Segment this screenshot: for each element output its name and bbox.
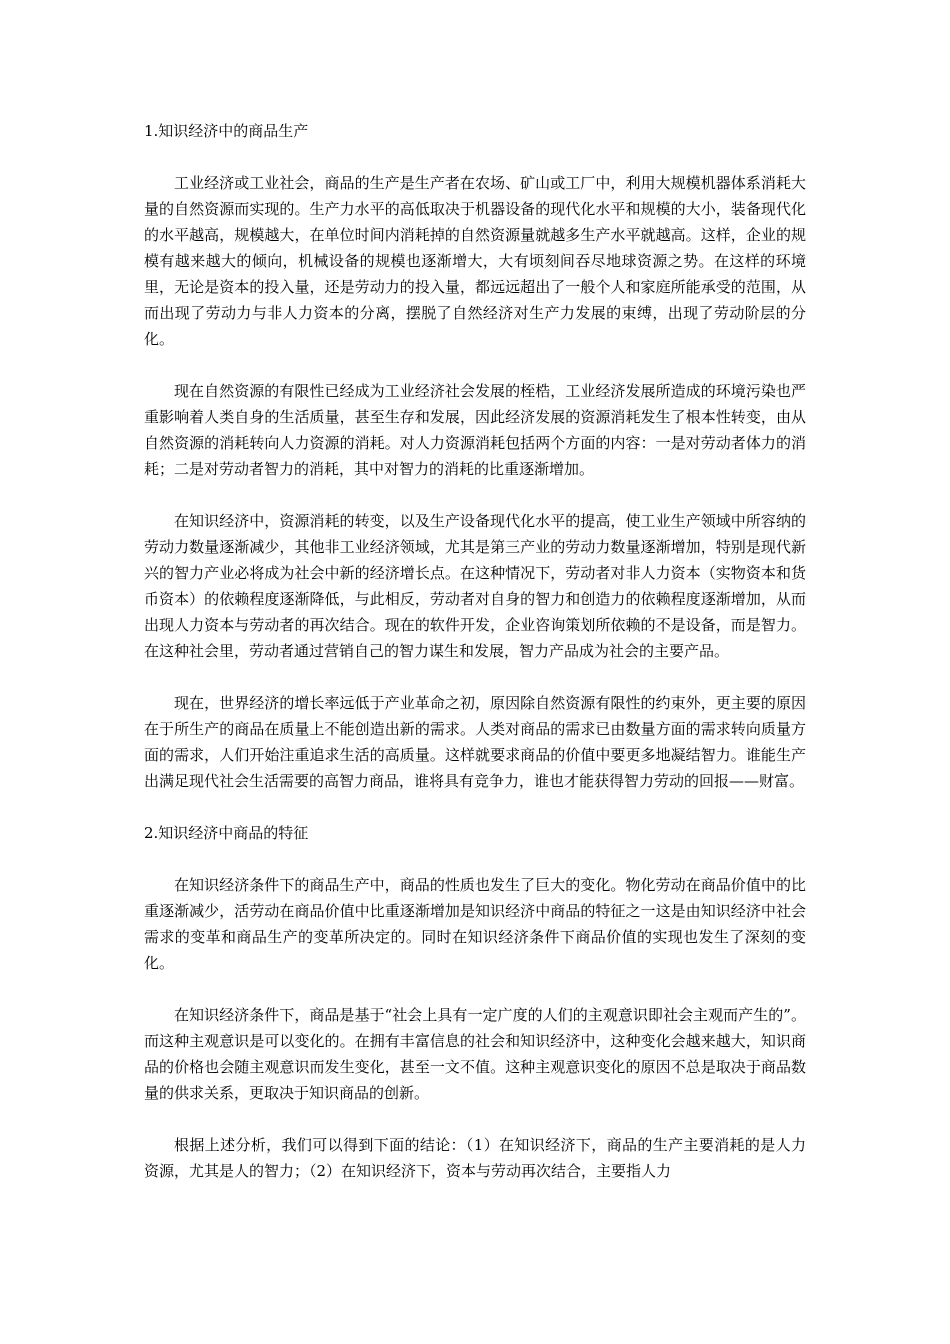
section-1-paragraph-3: 在知识经济中，资源消耗的转变，以及生产设备现代化水平的提高，使工业生产领域中所容纳的劳动力数量逐渐减少，其他非工业经济领域，尤其是第三产业的劳动力数量逐渐增加，特别是现代新兴的智力产业必将成为社会中新的经济增长点。在这种情况下，劳动者对非人力资本（实物资本和货币资本）的依赖程度逐渐降低，与此相反，劳动者对自身的智力和创造力的依赖程度逐渐增加，从而出现人力资本与劳动者的再次结合。现在的软件开发，企业咨询策划所依赖的不是设备，而是智力。在这种社会里，劳动者通过营销自己的智力谋生和发展，智力产品成为社会的主要产品。 (144, 512, 806, 660)
document-page (144, 118, 806, 1184)
section-1-paragraph-1: 工业经济或工业社会，商品的生产是生产者在农场、矿山或工厂中，利用大规模机器体系消耗大量的自然资源而实现的。生产力水平的高低取决于机器设备的现代化水平和规模的大小，装备现代化的水平越高，规模越大，在单位时间内消耗掉的自然资源量就越多生产水平就越高。这样，企业的规模有越来越大的倾向，机械设备的规模也逐渐增大，大有顷刻间吞尽地球资源之势。在这样的环境里，无论是资本的投入量，还是劳动力的投入量，都远远超出了一般个人和家庭所能承受的范围，从而出现了劳动力与非人力资本的分离，摆脱了自然经济对生产力发展的束缚，出现了劳动阶层的分化。 (144, 174, 806, 348)
section-1-heading: 1.知识经济中的商品生产 (144, 122, 309, 140)
section-1-paragraph-4: 现在，世界经济的增长率远低于产业革命之初，原因除自然资源有限性的约束外，更主要的原因在于所生产的商品在质量上不能创造出新的需求。人类对商品的需求已由数量方面的需求转向质量方面的需求，人们开始注重追求生活的高质量。这样就要求商品的价值中要更多地凝结智力。谁能生产出满足现代社会生活需要的高智力商品，谁将具有竞争力，谁也才能获得智力劳动的回报——财富。 (144, 694, 806, 790)
section-1-paragraph-2: 现在自然资源的有限性已经成为工业经济社会发展的桎梏，工业经济发展所造成的环境污染也严重影响着人类自身的生活质量，甚至生存和发展，因此经济发展的资源消耗发生了根本性转变，由从自然资源的消耗转向人力资源的消耗。对人力资源消耗包括两个方面的内容：一是对劳动者体力的消耗；二是对劳动者智力的消耗，其中对智力的消耗的比重逐渐增加。 (144, 382, 806, 478)
section-2-paragraph-3: 根据上述分析，我们可以得到下面的结论：（1）在知识经济下，商品的生产主要消耗的是人力资源，尤其是人的智力；（2）在知识经济下，资本与劳动再次结合，主要指人力 (144, 1136, 806, 1180)
section-2-heading: 2.知识经济中商品的特征 (144, 824, 309, 842)
section-2-paragraph-1: 在知识经济条件下的商品生产中，商品的性质也发生了巨大的变化。物化劳动在商品价值中的比重逐渐减少，活劳动在商品价值中比重逐渐增加是知识经济中商品的特征之一这是由知识经济中社会需求的变革和商品生产的变革所决定的。同时在知识经济条件下商品价值的实现也发生了深刻的变化。 (144, 876, 806, 972)
section-2-paragraph-2: 在知识经济条件下，商品是基于“社会上具有一定广度的人们的主观意识即社会主观而产生的”。而这种主观意识是可以变化的。在拥有丰富信息的社会和知识经济中，这种变化会越来越大，知识商品的价格也会随主观意识而发生变化，甚至一文不值。这种主观意识变化的原因不总是取决于商品数量的供求关系，更取决于知识商品的创新。 (144, 1006, 806, 1102)
